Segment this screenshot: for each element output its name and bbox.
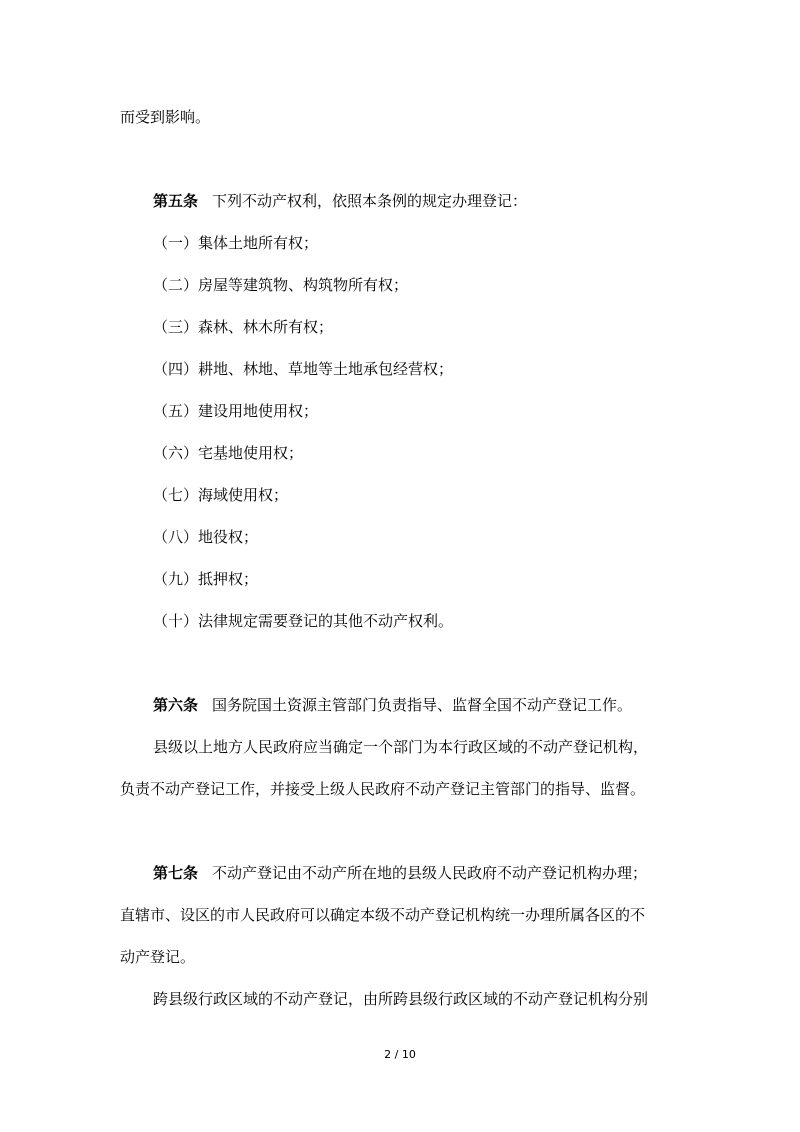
list-item: （二）房屋等建筑物、构筑物所有权；: [153, 276, 409, 294]
paragraph-line: 负责不动产登记工作，并接受上级人民政府不动产登记主管部门的指导、监督。: [120, 780, 646, 798]
article-6-label: 第六条: [153, 696, 199, 714]
paragraph-line: 动产登记。: [120, 948, 196, 966]
paragraph-line: 跨县级行政区域的不动产登记，由所跨县级行政区域的不动产登记机构分别: [153, 990, 649, 1008]
list-item: （八）地役权；: [153, 528, 259, 546]
list-item: （九）抵押权；: [153, 570, 259, 588]
list-item: （四）耕地、林地、草地等土地承包经营权；: [153, 360, 454, 378]
article-7-label: 第七条: [153, 864, 199, 882]
list-item: （三）森林、林木所有权；: [153, 318, 334, 336]
list-item: （七）海域使用权；: [153, 486, 289, 504]
page-number: 2 / 10: [384, 1048, 416, 1061]
article-7-heading: [153, 863, 647, 883]
article-5-heading: [153, 191, 527, 211]
list-item: （六）宅基地使用权；: [153, 444, 304, 462]
article-6-text: 国务院国土资源主管部门负责指导、监督全国不动产登记工作。: [212, 696, 633, 714]
continued-text-line: 而受到影响。: [120, 108, 211, 126]
article-5-label: 第五条: [153, 192, 199, 210]
list-item: （一）集体土地所有权；: [153, 234, 319, 252]
article-6-heading: [153, 695, 632, 715]
paragraph-line: 直辖市、设区的市人民政府可以确定本级不动产登记机构统一办理所属各区的不: [120, 906, 646, 924]
paragraph-line: 县级以上地方人民政府应当确定一个部门为本行政区域的不动产登记机构，: [153, 738, 649, 756]
list-item: （十）法律规定需要登记的其他不动产权利。: [153, 612, 454, 630]
article-7-text: 不动产登记由不动产所在地的县级人民政府不动产登记机构办理；: [212, 864, 648, 882]
article-5-text: 下列不动产权利，依照本条例的规定办理登记：: [212, 192, 528, 210]
list-item: （五）建设用地使用权；: [153, 402, 319, 420]
